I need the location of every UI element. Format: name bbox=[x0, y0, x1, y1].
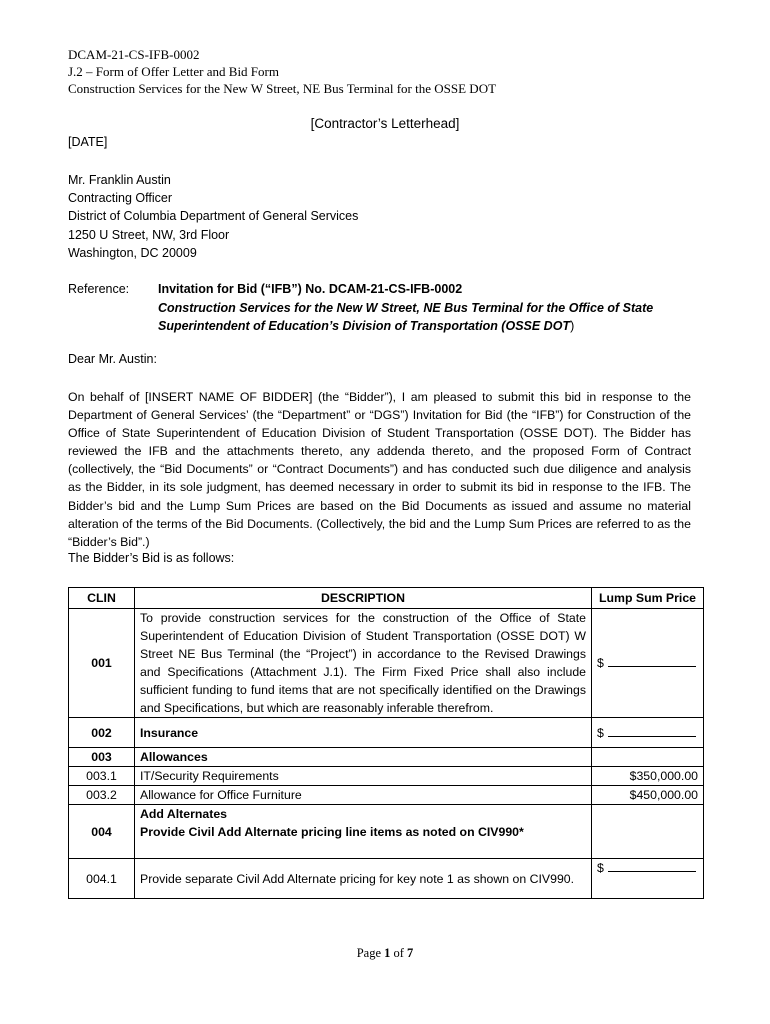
table-row bbox=[69, 609, 704, 718]
of-word: of bbox=[393, 946, 404, 960]
description-cell: Insurance bbox=[135, 718, 592, 748]
description-cell bbox=[135, 805, 592, 859]
reference-subtitle: Construction Services for the New W Street, NE Bus Terminal for the Office of State Superintendent of Education’s Division of Transportation (OSSE DOT bbox=[158, 300, 654, 333]
description-cell: Provide separate Civil Add Alternate pricing for key note 1 as shown on CIV990. bbox=[135, 859, 592, 899]
description-cell: Allowance for Office Furniture bbox=[135, 786, 592, 805]
clin-cell: 003.1 bbox=[69, 767, 135, 786]
price-blank-line bbox=[608, 725, 696, 737]
page-total: 7 bbox=[407, 946, 414, 960]
dollar-sign: $ bbox=[597, 725, 604, 740]
dollar-sign: $ bbox=[597, 656, 604, 670]
table-row bbox=[69, 859, 704, 899]
header-description: DESCRIPTION bbox=[135, 588, 592, 609]
add-alternates-heading: Add Alternates bbox=[140, 807, 228, 821]
price-blank-line bbox=[608, 655, 696, 667]
address-line: Contracting Officer bbox=[68, 191, 172, 206]
reference-value bbox=[158, 280, 698, 336]
table-row bbox=[69, 805, 704, 859]
reference-title: Invitation for Bid (“IFB”) No. DCAM-21-CS-IFB-0002 bbox=[158, 282, 463, 296]
table-row bbox=[69, 718, 704, 748]
table-row bbox=[69, 748, 704, 767]
page-number: 1 bbox=[384, 946, 391, 960]
bid-table bbox=[68, 587, 704, 899]
price-cell bbox=[592, 805, 704, 859]
document-number: DCAM-21-CS-IFB-0002 bbox=[68, 47, 200, 62]
bid-intro: The Bidder’s Bid is as follows: bbox=[68, 551, 235, 565]
reference-subtitle-end: ) bbox=[570, 319, 575, 333]
document-header bbox=[68, 46, 496, 97]
description-cell: Allowances bbox=[135, 748, 592, 767]
clin-cell: 001 bbox=[69, 609, 135, 718]
header-price: Lump Sum Price bbox=[592, 588, 704, 609]
address-line: Mr. Franklin Austin bbox=[68, 173, 171, 187]
recipient-address bbox=[68, 171, 358, 262]
clin-cell: 004 bbox=[69, 805, 135, 859]
table-header-row bbox=[69, 588, 704, 609]
address-line: Washington, DC 20009 bbox=[68, 245, 197, 260]
price-cell bbox=[592, 859, 704, 899]
address-line: District of Columbia Department of General Services bbox=[68, 209, 359, 224]
clin-cell: 003.2 bbox=[69, 786, 135, 805]
add-alternates-note: Provide Civil Add Alternate pricing line items as noted on CIV990* bbox=[140, 825, 524, 839]
clin-cell: 003 bbox=[69, 748, 135, 767]
body-paragraph: On behalf of [INSERT NAME OF BIDDER] (the “Bidder”), I am pleased to submit this bid in response to the Department of General Services’ (the “Department” or “DGS”) Invitation for Bid (the “IFB”) for Construction of the Office of State Superintendent of Education Division of Student Transportation (OSSE DOT). The Bidder has reviewed the IFB and the attachments thereto, any addenda thereto, and the proposed Form of Contract (collectively, the “Bid Documents” or “Contract Documents”) and has conducted such due diligence and analysis as the Bidder, in its sole judgment, has deemed necessary in order to submit its bid in response to the IFB. The Bidder’s bid and the Lump Sum Prices are based on the Bid Documents as issued and assume no material alteration of the terms of the Bid Documents. (Collectively, the bid and the Lump Sum Prices are referred to as the “Bidder’s Bid”.) bbox=[68, 390, 691, 549]
header-clin: CLIN bbox=[69, 588, 135, 609]
table-row bbox=[69, 767, 704, 786]
project-title: Construction Services for the New W Street, NE Bus Terminal for the OSSE DOT bbox=[68, 81, 497, 96]
letterhead-placeholder: [Contractor’s Letterhead] bbox=[310, 116, 460, 131]
description-cell: To provide construction services for the construction of the Office of State Superintendent of Education Division of Student Transportation (OSSE DOT) W Street NE Bus Terminal (the “Project”) in accordance to the Revised Drawings and Specifications (Attachment J.1). The Firm Fixed Price shall also include sufficient funding to fund items that are not specifically identified on the Drawings and Specifications, but which are reasonably inferable therefrom. bbox=[135, 609, 592, 718]
clin-cell: 004.1 bbox=[69, 859, 135, 899]
price-cell bbox=[592, 748, 704, 767]
page-footer bbox=[0, 946, 770, 961]
dollar-sign: $ bbox=[597, 861, 604, 875]
price-cell: $450,000.00 bbox=[592, 786, 704, 805]
price-cell bbox=[592, 609, 704, 718]
reference-label: Reference: bbox=[68, 282, 130, 296]
address-line: 1250 U Street, NW, 3rd Floor bbox=[68, 227, 230, 242]
price-cell bbox=[592, 718, 704, 748]
price-blank-line bbox=[608, 860, 696, 872]
date-placeholder: [DATE] bbox=[68, 135, 108, 149]
page-word: Page bbox=[356, 946, 381, 960]
description-cell: IT/Security Requirements bbox=[135, 767, 592, 786]
table-row bbox=[69, 786, 704, 805]
clin-cell: 002 bbox=[69, 718, 135, 748]
reference-subtitle-wrap bbox=[158, 299, 698, 336]
price-cell: $350,000.00 bbox=[592, 767, 704, 786]
form-title: J.2 – Form of Offer Letter and Bid Form bbox=[68, 64, 279, 79]
salutation: Dear Mr. Austin: bbox=[68, 352, 157, 366]
